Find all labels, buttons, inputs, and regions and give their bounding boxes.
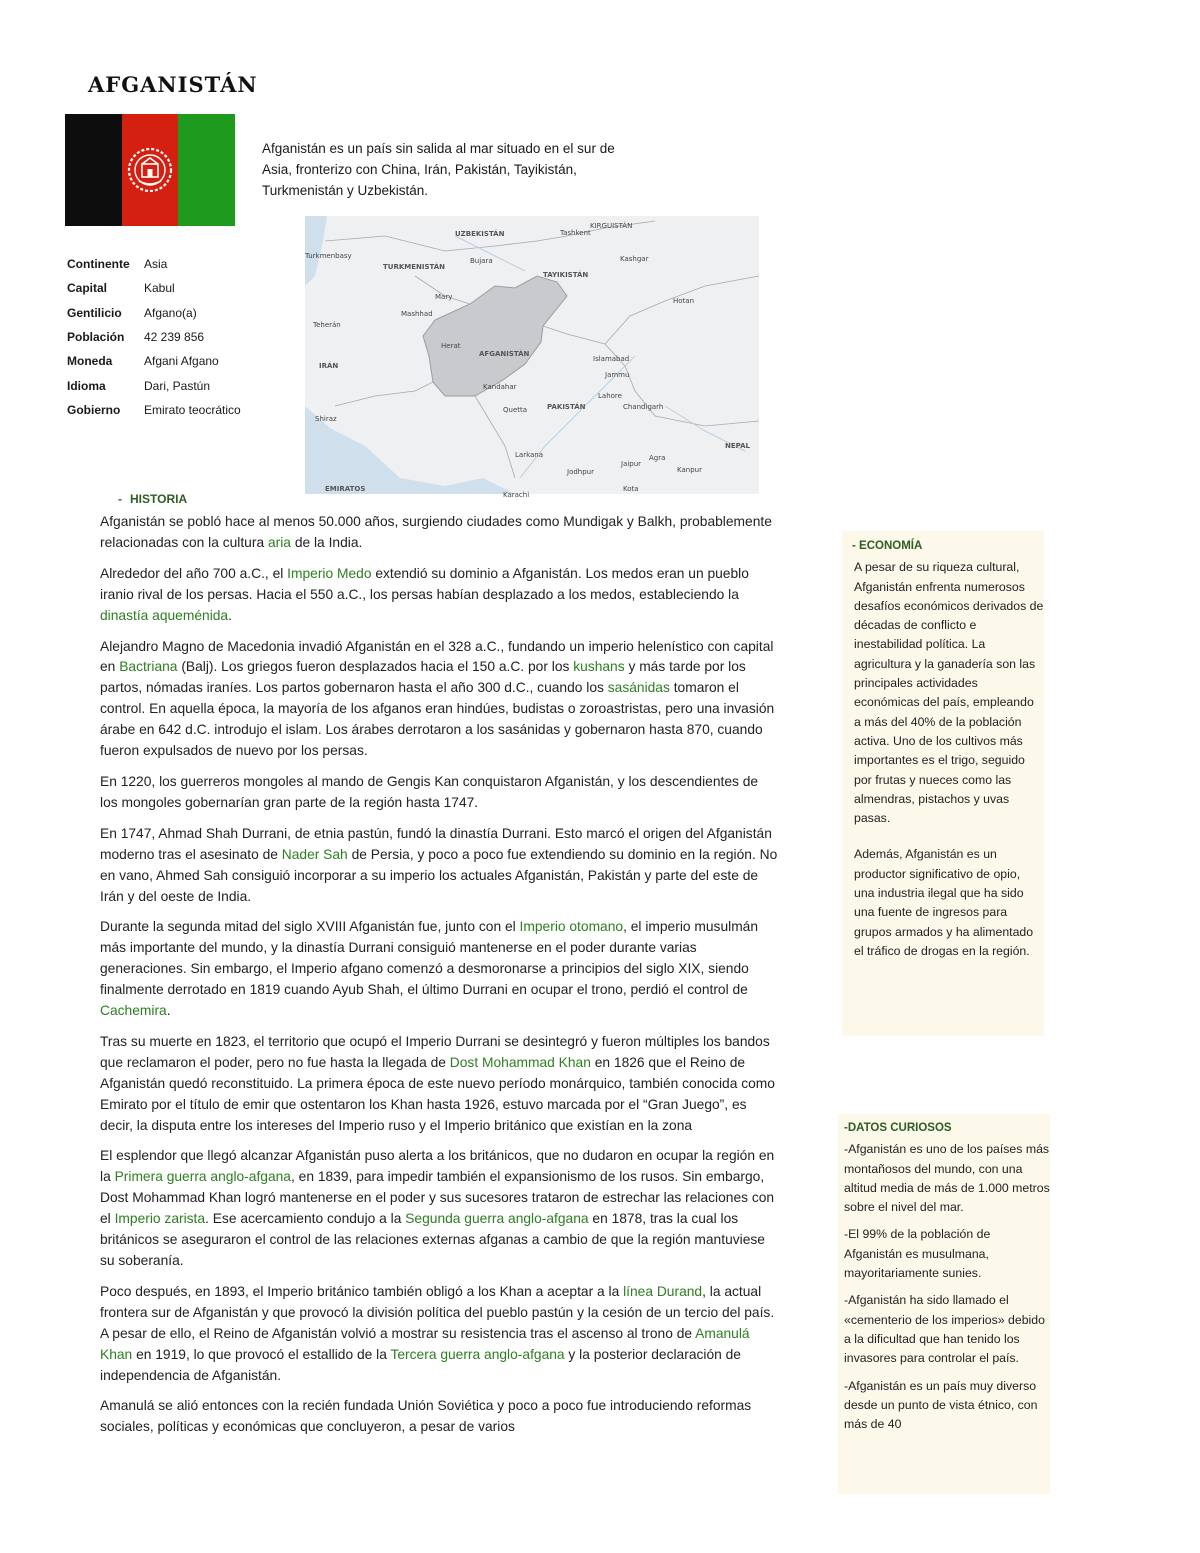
history-paragraph: [100, 564, 778, 627]
history-link[interactable]: aria: [267, 534, 291, 550]
fact-value: Afgano(a): [144, 305, 197, 320]
fact-value: Kabul: [144, 281, 175, 296]
history-text: y más tarde por los partos, nómadas iraníes. Los partos gobernaron hasta el año 300 d.C., cuando los: [100, 659, 746, 696]
region-map: [305, 216, 759, 499]
history-link[interactable]: línea Durand: [623, 1283, 703, 1299]
history-text: Alrededor del año 700 a.C., el: [100, 565, 288, 581]
fact-row: [67, 373, 241, 397]
fact-label: Gobierno: [67, 402, 121, 417]
fact-label: Capital: [67, 281, 108, 296]
map-label: Agra: [649, 454, 666, 462]
history-link[interactable]: Amanulá Khan: [100, 1325, 750, 1362]
map-label: Mashhad: [401, 310, 433, 318]
fact-label: Población: [67, 330, 125, 345]
flag-stripe-black: [65, 114, 122, 226]
history-paragraph: [100, 1032, 778, 1137]
fact-value: Dari, Pastún: [144, 378, 211, 393]
history-text: Tras su muerte en 1823, el territorio que ocupó el Imperio Durrani se desintegró y fueron múltiples los bandos que reclamaron el poder, pero no fue hasta la llegada de: [100, 1033, 770, 1070]
curious-item: -Afganistán es un país muy diverso desde un punto de vista étnico, con más de 40: [844, 1378, 1038, 1432]
curious-item: -Afganistán es uno de los países más montañosos del mundo, con una altitud media de más de 1.000 metros sobre el nivel del mar.: [844, 1142, 1050, 1215]
curious-item: -Afganistán ha sido llamado el «cementerio de los imperios» debido a la dificultad que han tenido los invasores para controlar el país.: [844, 1293, 1045, 1366]
map-label: Jammu: [605, 371, 630, 379]
history-text: .: [166, 1003, 171, 1019]
history-heading-label: HISTORIA: [130, 492, 188, 506]
map-label: Lahore: [598, 392, 622, 400]
history-text: . Ese acercamiento condujo a la: [205, 1211, 406, 1227]
history-text: en 1826 que el Reino de Afganistán quedó reconstituido. La primera época de este nuevo período monárquico, también conocida como Emirato por el título de emir que ostentaron los Khan hasta 1926, estuvo marcada por el “Gran Juego”, es decir, la disputa entre los intereses del Imperio ruso y el Imperio británico que existían en la zona: [100, 1054, 775, 1133]
fact-label: Moneda: [67, 354, 113, 369]
history-text: de la India.: [290, 534, 363, 550]
fact-label: Gentilicio: [67, 305, 122, 320]
history-text: extendió su dominio a Afganistán. Los medos eran un pueblo iranio rival de los persas. Hacia el 550 a.C., los persas habían desplazado a los medos, estableciendo la: [100, 565, 749, 602]
history-link[interactable]: Bactriana: [119, 659, 178, 675]
map-label: Jaipur: [621, 460, 642, 468]
history-link[interactable]: Primera guerra anglo-afgana: [114, 1169, 291, 1185]
map-label: Herat: [441, 342, 461, 350]
page-title: AFGANISTÁN: [88, 72, 258, 97]
history-link[interactable]: Imperio Medo: [287, 565, 372, 581]
history-text: Poco después, en 1893, el Imperio británico también obligó a los Khan a aceptar a la: [100, 1283, 624, 1299]
map-label: Bujara: [470, 257, 493, 265]
bullet-dash: -: [118, 492, 122, 506]
afghanistan-flag: [65, 114, 235, 226]
history-link[interactable]: dinastía aqueménida: [100, 607, 229, 623]
map-label: Kashgar: [620, 255, 649, 263]
map-label: Teherán: [313, 321, 341, 329]
history-text: .: [228, 607, 232, 623]
history-text: , la actual frontera sur de Afganistán y que provocó la división política del pueblo pastún y la cesión de un tercio del país. A pesar de ello, el Reino de Afganistán volvió a mostrar su resistencia tras el ascenso al trono de: [100, 1283, 775, 1341]
history-heading: [118, 492, 187, 506]
map-label: IRÁN: [319, 362, 339, 370]
fact-label: Continente: [67, 257, 130, 272]
history-text: , en 1839, para impedir también el expansionismo de los rusos. Sin embargo, Dost Mohammad Khan logró mantenerse en el poder y sus sucesores trataron de estrechar las relaciones con el: [100, 1169, 775, 1227]
map-label: Hotan: [673, 297, 695, 305]
map-label: Tashkent: [560, 229, 591, 237]
history-text: y la posterior declaración de independencia de Afganistán.: [100, 1346, 741, 1383]
fact-value: Afgani Afgano: [144, 354, 219, 369]
history-link[interactable]: Cachemira: [100, 1003, 167, 1019]
economy-paragraph: Además, Afganistán es un productor significativo de opio, una industria ilegal que ha sido una fuente de ingresos para grupos armados y ha alimentado el tráfico de drogas en la región.: [854, 847, 1034, 958]
intro-text: Afganistán es un país sin salida al mar situado en el sur de Asia, fronterizo con China, Irán, Pakistán, Tayikistán, Turkmenistán y Uzbekistán.: [262, 141, 615, 198]
history-link[interactable]: Imperio otomano: [519, 919, 624, 935]
map-label: Karachi: [503, 491, 530, 499]
map-label: Kandahar: [483, 383, 517, 391]
fact-value: Asia: [144, 257, 168, 272]
fact-row: [67, 325, 241, 349]
history-text: en 1878, tras la cual los británicos se aseguraron el control de las relaciones externas afganas a cambio de que la región mantuviese su soberanía.: [100, 1211, 765, 1268]
history-paragraph: [100, 637, 778, 762]
fact-row: [67, 398, 241, 422]
history-text: tomaron el control. En aquella época, la mayoría de los afganos eran hindúes, budistas o zoroastristas, pero una invasión árabe en 642 d.C. introdujo el islam. Los árabes derrotaron a los sasánidas y gobernaron hasta 870, cuando fueron expulsados de nuevo por los persas.: [100, 680, 775, 759]
map-label: NEPAL: [725, 442, 751, 450]
history-paragraph: [100, 917, 778, 1022]
history-text: , el imperio musulmán más importante del mundo, y la dinastía Durrani consiguió mantenerse en el poder durante varias generaciones. Sin embargo, el Imperio afgano comenzó a desmoronarse a principios del siglo XIX, siendo finalmente derrotado en 1819 cuando Ayub Shah, el último Durrani en ocupar el trono, perdió el control de: [100, 919, 759, 998]
history-link[interactable]: kushans: [573, 659, 625, 675]
map-label: Islamabad: [593, 355, 630, 363]
history-paragraph: [100, 824, 778, 908]
curious-facts-box: [838, 1114, 1050, 1494]
history-link[interactable]: Nader Sah: [281, 846, 348, 862]
fact-row: [67, 349, 241, 373]
history-paragraph: [100, 512, 778, 554]
history-text: Durante la segunda mitad del siglo XVIII Afganistán fue, junto con el: [100, 919, 520, 935]
map-label: TAYIKISTÁN: [543, 271, 589, 279]
history-text: Afganistán se pobló hace al menos 50.000 años, surgiendo ciudades como Mundigak y Balkh, probablemente relacionadas con la cultura: [100, 514, 772, 550]
map-label: Larkana: [515, 451, 544, 459]
map-label: Turkmenbasy: [305, 252, 352, 260]
history-link[interactable]: Segunda guerra anglo-afgana: [405, 1211, 589, 1227]
history-paragraph: [100, 1146, 778, 1271]
map-label: Jodhpur: [567, 468, 594, 476]
history-body: [100, 512, 778, 1448]
map-label: Kota: [623, 485, 639, 493]
history-text: de Persia, y poco a poco fue extendiendo su dominio en la región. No en vano, Ahmed Sah consiguió incorporar a su imperio los actuales Afganistán, Pakistán y parte del este de Irán y del oeste de India.: [100, 846, 778, 904]
history-link[interactable]: Imperio zarista: [114, 1211, 206, 1227]
map-label: PAKISTÁN: [547, 403, 586, 411]
history-text: El esplendor que llegó alcanzar Afganistán puso alerta a los británicos, que no dudaron en ocupar la región en la: [100, 1148, 775, 1185]
map-label: Chandigarh: [623, 403, 664, 411]
economy-paragraph: A pesar de su riqueza cultural, Afganistán enfrenta numerosos desafíos económicos derivados de décadas de conflicto e inestabilidad política. La agricultura y la ganadería son las principales actividades económicas del país, empleando a más del 40% de la población activa. Uno de los cultivos más importantes es el trigo, seguido por frutas y nueces como las almendras, pistachos y uvas pasas.: [854, 560, 1044, 826]
history-text: Alejandro Magno de Macedonia invadió Afganistán en el 328 a.C., fundando un imperio helenístico con capital en: [100, 638, 774, 675]
fact-value: Emirato teocrático: [144, 402, 241, 417]
fact-label: Idioma: [67, 378, 106, 393]
history-text: En 1747, Ahmad Shah Durrani, de etnia pastún, fundó la dinastía Durrani. Esto marcó el origen del Afganistán moderno tras el asesinato de: [100, 825, 772, 862]
history-link[interactable]: Tercera guerra anglo-afgana: [390, 1346, 565, 1362]
map-label: AFGANISTÁN: [479, 350, 530, 358]
map-label: KIRGUISTÁN: [590, 222, 633, 230]
history-text: En 1220, los guerreros mongoles al mando de Gengis Kan conquistaron Afganistán, y los descendientes de los mongoles gobernarían gran parte de la región hasta 1747.: [100, 773, 759, 810]
fact-value: 42 239 856: [144, 330, 205, 345]
flag-stripe-green: [178, 114, 235, 226]
history-paragraph: [100, 1282, 778, 1387]
curious-heading: -DATOS CURIOSOS: [844, 1122, 952, 1134]
history-text: (Balj). Los griegos fueron desplazados hacia el 150 a.C. por los: [177, 659, 574, 675]
map-label: TURKMENISTÁN: [383, 263, 446, 271]
economy-heading: - ECONOMÍA: [852, 540, 923, 552]
fact-row: [67, 276, 241, 300]
map-label: Kanpur: [677, 466, 702, 474]
economy-box: [842, 531, 1044, 1036]
history-paragraph: [100, 1396, 778, 1438]
map-label: Mary: [435, 293, 453, 301]
map-label: EMIRATOS: [325, 485, 366, 493]
curious-item: -El 99% de la población de Afganistán es musulmana, mayoritariamente sunies.: [844, 1227, 991, 1281]
map-label: Shiraz: [315, 415, 337, 423]
fact-row: [67, 252, 241, 276]
history-paragraph: [100, 772, 778, 814]
history-link[interactable]: Dost Mohammad Khan: [449, 1054, 591, 1070]
history-link[interactable]: sasánidas: [607, 680, 670, 696]
facts-table: [67, 252, 241, 422]
history-text: Amanulá se alió entonces con la recién fundada Unión Soviética y poco a poco fue introduciendo reformas sociales, políticas y económicas que concluyeron, a pesar de varios: [100, 1398, 752, 1435]
history-text: en 1919, lo que provocó el estallido de la: [132, 1346, 391, 1362]
flag-stripe-red: [122, 114, 179, 226]
flag-emblem-icon: [125, 145, 175, 195]
map-label: UZBEKISTÁN: [455, 230, 505, 238]
map-label: Quetta: [503, 406, 528, 414]
fact-row: [67, 301, 241, 325]
